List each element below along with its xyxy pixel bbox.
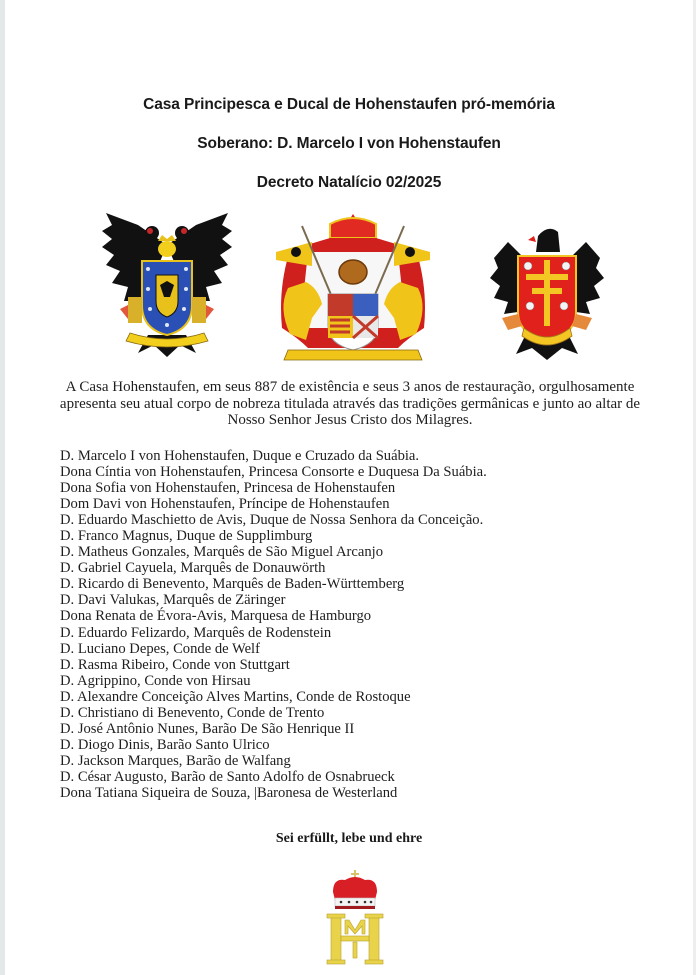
crown-monogram-logo-icon [325, 868, 385, 968]
motto: Sei erfüllt, lebe und ehre [275, 831, 423, 846]
document-title: Casa Principesca e Ducal de Hohenstaufen pró-memória [143, 96, 555, 113]
list-item: D. Marcelo I von Hohenstaufen, Duque e Cruzado da Suábia. [60, 448, 420, 464]
list-item: D. Rasma Ribeiro, Conde von Stuttgart [60, 656, 290, 673]
list-item: D. Luciano Depes, Conde de Welf [60, 640, 260, 657]
list-item: Dona Tatiana Siqueira de Souza, |Baronesa de Westerland [60, 784, 398, 801]
list-item: Dona Sofia von Hohenstaufen, Princesa de Hohenstaufen [60, 480, 396, 497]
sovereign-line: Soberano: D. Marcelo I von Hohenstaufen [197, 135, 501, 152]
principality-grand-coat-of-arms-icon [268, 208, 438, 368]
list-item: D. José Antônio Nunes, Barão De São Henrique II [60, 720, 355, 737]
list-item: Dona Cíntia von Hohenstaufen, Princesa Consorte e Duquesa Da Suábia. [60, 464, 487, 481]
list-item: D. Gabriel Cayuela, Marquês de Donauwörth [60, 560, 326, 577]
list-item: D. Diogo Dinis, Barão Santo Ulrico [60, 736, 270, 753]
list-item: D. Jackson Marques, Barão de Walfang [60, 752, 291, 769]
list-item: D. Alexandre Conceição Alves Martins, Conde de Rostoque [60, 688, 411, 705]
list-item: D. César Augusto, Barão de Santo Adolfo de Osnabrueck [60, 768, 395, 785]
list-item: D. Ricardo di Benevento, Marquês de Baden-Württemberg [60, 576, 405, 593]
list-item: Dona Renata de Évora-Avis, Marquesa de Hamburgo [60, 608, 372, 625]
decree-page [5, 0, 693, 975]
list-item: Dom Davi von Hohenstaufen, Príncipe de Hohenstaufen [60, 496, 390, 513]
nobility-list [60, 448, 620, 801]
list-item: D. Agrippino, Conde von Hirsau [60, 672, 251, 689]
imperial-eagle-coat-of-arms-icon [98, 205, 236, 360]
list-item: D. Franco Magnus, Duque de Supplimburg [60, 528, 313, 545]
list-item: D. Eduardo Felizardo, Marquês de Rodenstein [60, 624, 332, 641]
decree-number: Decreto Natalício 02/2025 [256, 174, 442, 191]
list-item: D. Davi Valukas, Marquês de Zäringer [60, 592, 286, 609]
list-item: D. Matheus Gonzales, Marquês de São Miguel Arcanjo [60, 544, 384, 561]
list-item: D. Christiano di Benevento, Conde de Trento [60, 704, 325, 721]
eagle-red-shield-coat-of-arms-icon [488, 222, 606, 362]
list-item: D. Eduardo Maschietto de Avis, Duque de Nossa Senhora da Conceição. [60, 512, 484, 529]
intro-paragraph: A Casa Hohenstaufen, em seus 887 de existência e seus 3 anos de restauração, orgulhosamente apresenta seu atual corpo de nobreza titulada através das tradições germânicas e junto ao altar de Nosso Senhor Jesus Cristo dos Milagres. [59, 379, 641, 428]
